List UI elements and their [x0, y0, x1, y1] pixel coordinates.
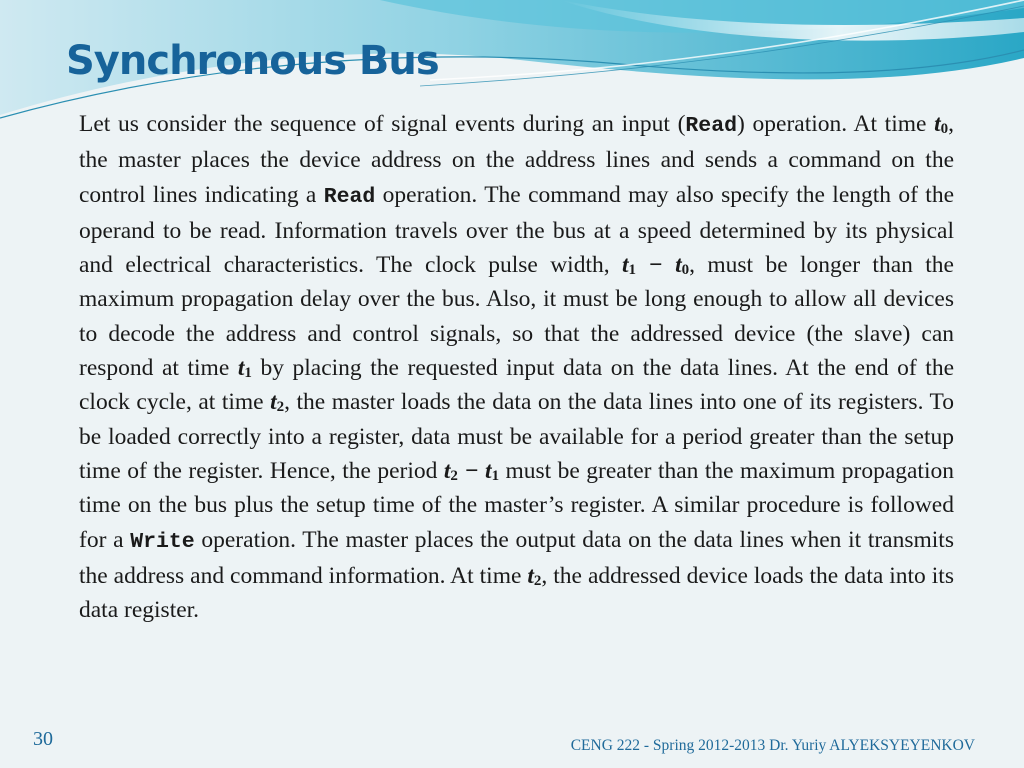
time-variable: $t_1$ [622, 252, 637, 279]
time-variable: $t_2$ [443, 457, 458, 484]
write-keyword: Write [130, 529, 195, 554]
read-keyword: Read [685, 114, 738, 138]
time-variable: $t_2$ [527, 562, 542, 589]
slide-title: Synchronous Bus [66, 38, 439, 84]
time-variable: $t_0$ [934, 111, 949, 137]
time-variable: $t_2$ [270, 389, 285, 416]
time-variable: $t_0$ [675, 252, 690, 279]
body-paragraph: Let us consider the sequence of signal events during an input (Read) operation. At time $t_0$, the master places the device address on the address lines and sends a command on the control lines indicating a Read operation. The command may also specify the length of the operand to be read. Information travels over the bus at a speed determined by its physical and electrical characteristics. The clock pulse width, $t_1 - t_0$, must be longer than the maximum propagation delay over the bus. Also, it must be long enough to allow all devices to decode the address and control signals, so that the addressed device (the slave) can respond at time $t_1$ by placing the requested input data on the data lines. At the end of the clock cycle, at time $t_2$, the master loads the data on the data lines into one of its registers. To be loaded correctly into a register, data must be available for a period greater than the setup time of the register. Hence, the period $t_2 - t_1$ must be greater than the maximum propagation time on the bus plus the setup time of the master’s register. A similar procedure is followed for a Write operation. The master places the output data on the data lines when it transmits the address and command information. At time $t_2$, the addressed device loads the data into its data register. [79, 111, 955, 624]
read-keyword: Read [323, 184, 376, 209]
footer-text: CENG 222 - Spring 2012-2013 Dr. Yuriy ALYEKSYEYENKOV [570, 737, 975, 754]
time-variable: $t_1$ [485, 457, 500, 484]
page-number: 30 [33, 728, 53, 750]
time-variable: $t_1$ [237, 355, 252, 382]
